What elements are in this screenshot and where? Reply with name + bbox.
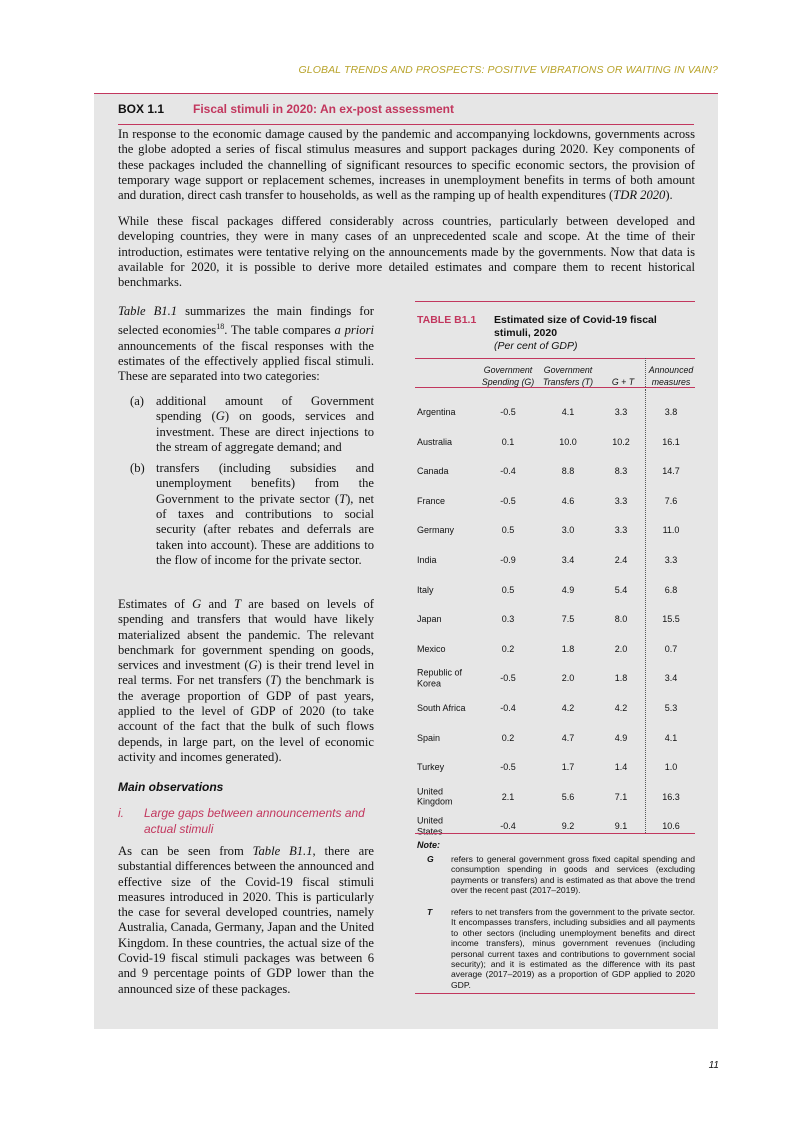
- column-header-gt: G + T: [611, 377, 635, 387]
- country-cell: Spain: [417, 732, 441, 743]
- value-cell-ann: 14.7: [662, 466, 680, 477]
- value-cell-gt: 5.4: [614, 584, 628, 595]
- box-label: BOX 1.1: [118, 102, 165, 116]
- value-cell-ann: 6.8: [664, 584, 678, 595]
- list-item: (b) transfers (including subsidies and unemployment benefits) from the Government to the private sector (T), net of taxes and contributions to social security (after rebates and deferrals are taken into account). These are additions to the flow of income for the private sector.: [130, 461, 374, 567]
- column-header-g: Government Spending (G): [481, 365, 535, 387]
- value-cell-t: 3.4: [561, 555, 575, 565]
- value-cell-t: 7.5: [561, 614, 575, 625]
- paragraph-observation: As can be seen from Table B1.1, there are substantial differences between the announced and effective size of the Covid-19 fiscal stimuli measures introduced in 2020. This is particularly the case for several developed countries, namely Australia, Canada, Germany, Japan and the United Kingdom. In these countries, the actual size of the Covid-19 fiscal stimuli packages was between 6 and 9 percentage points of GDP lower than the announced size of these packages.: [118, 844, 374, 996]
- value-cell-gt: 2.0: [614, 643, 628, 654]
- table-end-rule: [415, 993, 695, 994]
- table-label: TABLE B1.1: [417, 314, 477, 326]
- value-cell-gt: 1.8: [614, 673, 628, 684]
- value-cell-gt: 4.2: [614, 703, 628, 713]
- value-cell-t: 3.0: [561, 525, 575, 536]
- table-row: [415, 515, 695, 545]
- table-row: [415, 811, 695, 841]
- value-cell-ann: 0.7: [664, 643, 678, 654]
- value-cell-t: 2.0: [561, 673, 575, 684]
- note-g: G refers to general government gross fixed capital spending and consumption spending in goods and services (excluding payments or transfers) and is estimated as that above the trend over the recent past (2017–2019).: [427, 854, 695, 896]
- paragraph-1: In response to the economic damage caused by the pandemic and accompanying lockdowns, governments across the globe adopted a series of fiscal stimulus measures and support packages during 2020. Key components of these packages included the channelling of significant resources to specific economic sectors, the provision of temporary wage support or replacement schemes, increases in unemployment benefits in terms of both amount and duration, direct cash transfer to households, as well as the ramping up of health expenditures (TDR 2020).: [118, 127, 695, 203]
- value-cell-ann: 10.6: [662, 821, 680, 832]
- value-cell-g: -0.5: [500, 407, 516, 417]
- table-row: [415, 545, 695, 575]
- list-item: (a) additional amount of Government spending (G) on goods, services and investment. These are direct injections to the stream of aggregate demand; and: [130, 394, 374, 454]
- value-cell-g: 0.2: [501, 643, 515, 654]
- value-cell-ann: 16.1: [662, 436, 680, 447]
- paragraph-estimates: Estimates of G and T are based on levels of spending and transfers that would have likely materialized absent the pandemic. The relevant benchmark for government spending on goods, services and investment (G) is their trend level in real terms. For net transfers (T) the benchmark is the average proportion of GDP of past years, applied to the level of GDP of 2020 (to take account of the fact that the bulk of such flows depends, in large part, on the level of economic activity and incomes generated).: [118, 597, 374, 764]
- table-row: [415, 575, 695, 605]
- column-header-t: Government Transfers (T): [542, 365, 594, 387]
- value-cell-gt: 8.0: [614, 614, 628, 625]
- value-cell-g: 2.1: [501, 791, 515, 802]
- value-cell-ann: 3.8: [664, 407, 678, 417]
- value-cell-gt: 4.9: [614, 732, 628, 743]
- country-cell: Australia: [417, 436, 453, 447]
- page-number: 11: [708, 1060, 719, 1071]
- main-observations-heading: Main observations: [118, 780, 224, 794]
- title-rule: [118, 124, 694, 125]
- value-cell-gt: 7.1: [614, 791, 628, 802]
- value-cell-ann: 7.6: [664, 495, 678, 506]
- running-head: GLOBAL TRENDS AND PROSPECTS: POSITIVE VIBRATIONS OR WAITING IN VAIN?: [298, 64, 718, 76]
- note-title: Note:: [417, 840, 440, 850]
- table-row: [415, 723, 695, 753]
- value-cell-g: 0.3: [501, 614, 515, 625]
- value-cell-ann: 5.3: [664, 703, 678, 713]
- table-title: Estimated size of Covid-19 fiscal stimuli, 2020: [494, 314, 657, 339]
- country-cell: Germany: [417, 525, 455, 536]
- value-cell-g: -0.5: [500, 762, 516, 773]
- paragraph-2: While these fiscal packages differed considerably across countries, particularly between developed and developing countries, they were in many cases of an unprecedented scale and scope. At the time of their introduction, estimates were tentative relying on the announcements made by the governments. Now that data is available for 2020, it is possible to derive more detailed estimates and compare them to recent historical benchmarks.: [118, 214, 695, 290]
- value-cell-ann: 11.0: [662, 525, 680, 536]
- table-header-bottom-rule: [415, 387, 695, 388]
- value-cell-g: -0.4: [500, 821, 516, 832]
- table-row: [415, 663, 695, 693]
- value-cell-t: 5.6: [561, 791, 575, 802]
- country-cell: Turkey: [417, 761, 445, 772]
- value-cell-g: -0.9: [500, 555, 516, 565]
- table-row: [415, 397, 695, 427]
- value-cell-g: 0.1: [501, 436, 515, 447]
- box-heading: Fiscal stimuli in 2020: An ex-post assessment: [193, 102, 454, 116]
- category-list: [118, 394, 374, 574]
- value-cell-g: 0.5: [501, 525, 515, 536]
- value-cell-g: 0.5: [501, 584, 515, 595]
- box-title: [118, 102, 454, 116]
- value-cell-gt: 2.4: [614, 555, 628, 565]
- value-cell-ann: 3.4: [664, 673, 678, 684]
- table-row: [415, 486, 695, 516]
- value-cell-ann: 1.0: [664, 762, 678, 773]
- value-cell-t: 4.6: [561, 495, 575, 506]
- paragraph-table-summary: Table B1.1 summarizes the main findings for selected economies$^{18}$. The table compares a priori announcements of the fiscal responses with the estimates of the effectively applied fiscal stimuli. These are separated into two categories:: [118, 304, 374, 384]
- country-cell: India: [417, 554, 437, 565]
- country-cell: Mexico: [417, 643, 446, 654]
- value-cell-ann: 15.5: [662, 614, 680, 625]
- box-1-1: [94, 93, 718, 1029]
- table-row: [415, 456, 695, 486]
- country-cell: United Kingdom: [417, 786, 453, 807]
- value-cell-gt: 3.3: [614, 525, 628, 536]
- value-cell-g: -0.5: [500, 495, 516, 506]
- table-row: [415, 427, 695, 457]
- value-cell-t: 8.8: [561, 466, 575, 477]
- value-cell-t: 1.8: [561, 643, 575, 654]
- value-cell-gt: 8.3: [614, 466, 628, 477]
- value-cell-ann: 16.3: [662, 791, 680, 802]
- column-header-announced: Announced measures: [648, 365, 694, 387]
- value-cell-gt: 1.4: [614, 762, 628, 773]
- value-cell-ann: 4.1: [664, 732, 678, 743]
- country-cell: Republic of Korea: [417, 667, 463, 689]
- table-row: [415, 752, 695, 782]
- value-cell-gt: 10.2: [612, 436, 630, 447]
- country-cell: Italy: [417, 584, 434, 595]
- value-cell-ann: 3.3: [664, 555, 678, 565]
- header-divider: [645, 358, 646, 387]
- table-row: [415, 693, 695, 723]
- value-cell-t: 4.7: [561, 732, 575, 743]
- country-cell: United States: [417, 815, 444, 837]
- value-cell-g: -0.4: [500, 466, 516, 477]
- country-cell: Japan: [417, 613, 442, 624]
- table-row: [415, 782, 695, 812]
- value-cell-gt: 9.1: [614, 821, 628, 832]
- table-bottom-rule: [415, 833, 695, 834]
- value-cell-t: 4.2: [561, 703, 575, 713]
- note-t: T refers to net transfers from the government to the private sector. It encompasses transfers, including subsidies and all payments to other sectors (including unemployment benefits and direct income transfers), minus government revenues (including personal current taxes and contributions to government social security); and it is estimated as the difference with its past average (2017–2019) as a proportion of GDP applied to 2020 GDP.: [427, 907, 695, 990]
- observation-subheading: i. Large gaps between announcements and actual stimuli: [118, 806, 365, 836]
- table-top-rule: [415, 301, 695, 302]
- value-cell-gt: 3.3: [614, 407, 628, 417]
- value-cell-t: 9.2: [561, 821, 575, 832]
- country-cell: Argentina: [417, 406, 456, 417]
- value-cell-g: -0.4: [500, 703, 516, 713]
- country-cell: South Africa: [417, 702, 466, 713]
- table-header-rule: [415, 358, 695, 359]
- value-cell-gt: 3.3: [614, 495, 628, 506]
- table-row: [415, 604, 695, 634]
- country-cell: France: [417, 495, 446, 506]
- value-cell-t: 4.1: [561, 407, 575, 417]
- table-subtitle: (Per cent of GDP): [494, 340, 578, 352]
- value-cell-t: 4.9: [561, 584, 575, 595]
- value-cell-g: -0.5: [500, 673, 516, 684]
- value-cell-g: 0.2: [501, 732, 515, 743]
- country-cell: Canada: [417, 465, 449, 476]
- value-cell-t: 1.7: [561, 762, 575, 773]
- value-cell-t: 10.0: [559, 436, 577, 447]
- table-row: [415, 634, 695, 664]
